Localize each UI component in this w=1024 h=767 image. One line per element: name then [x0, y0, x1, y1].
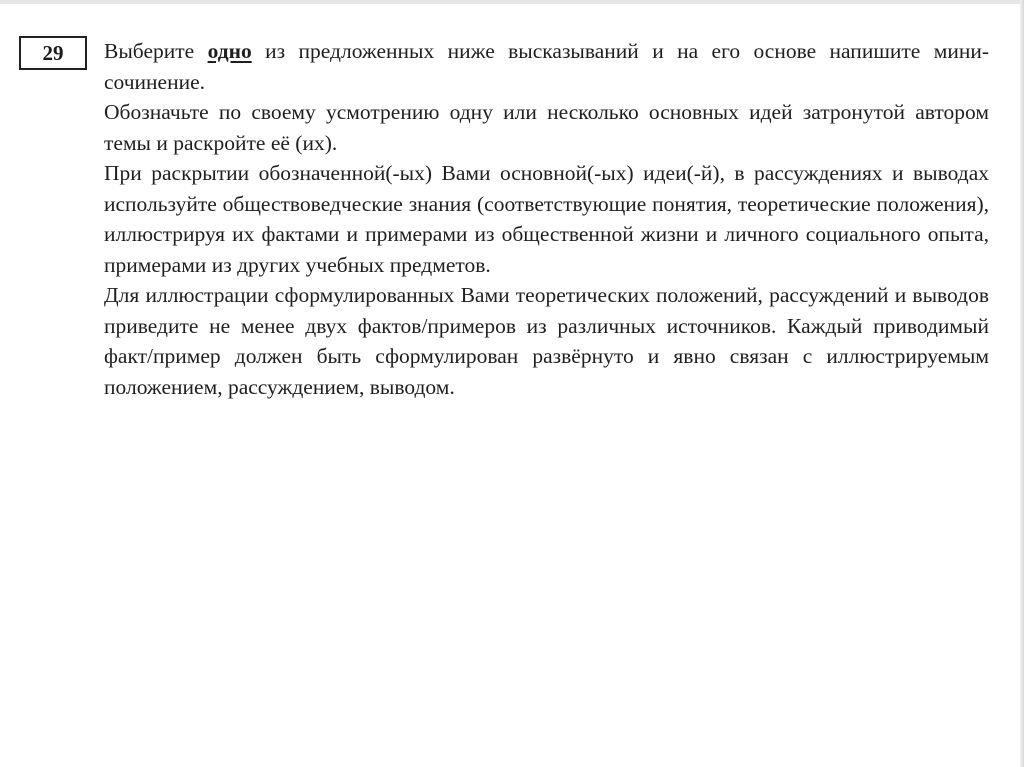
- top-edge-shadow: [0, 0, 1024, 4]
- task-number-box: [19, 36, 87, 70]
- emphasized-word: одно: [207, 39, 252, 63]
- instruction-paragraph-4: Для иллюстрации сформулированных Вами теоретических положений, рассуждений и выводов приведите не менее двух фактов/примеров из различных источников. Каждый приводимый факт/пример должен быть сформулирован развёрнуто и явно связан с иллюстрируемым положением, рассуждением, выводом.: [104, 283, 989, 399]
- instruction-paragraph-2: Обозначьте по своему усмотрению одну или несколько основных идей затронутой автором темы и раскройте её (их).: [104, 100, 989, 155]
- task-instructions: [104, 36, 989, 402]
- instruction-p1-end: из предложенных ниже высказываний и на его основе напишите мини-сочинение.: [104, 39, 989, 94]
- instruction-paragraph-1: [104, 36, 989, 97]
- instruction-paragraph-3: При раскрытии обозначенной(-ых) Вами основной(-ых) идеи(-й), в рассуждениях и выводах используйте обществоведческие знания (соответствующие понятия, теоретические положения), иллюстрируя их фактами и примерами из общественной жизни и личного социального опыта, примерами из других учебных предметов.: [104, 161, 989, 277]
- task-number: 29: [42, 40, 64, 65]
- right-edge-shadow: [1020, 0, 1024, 767]
- instruction-p1-start: Выберите: [104, 39, 208, 63]
